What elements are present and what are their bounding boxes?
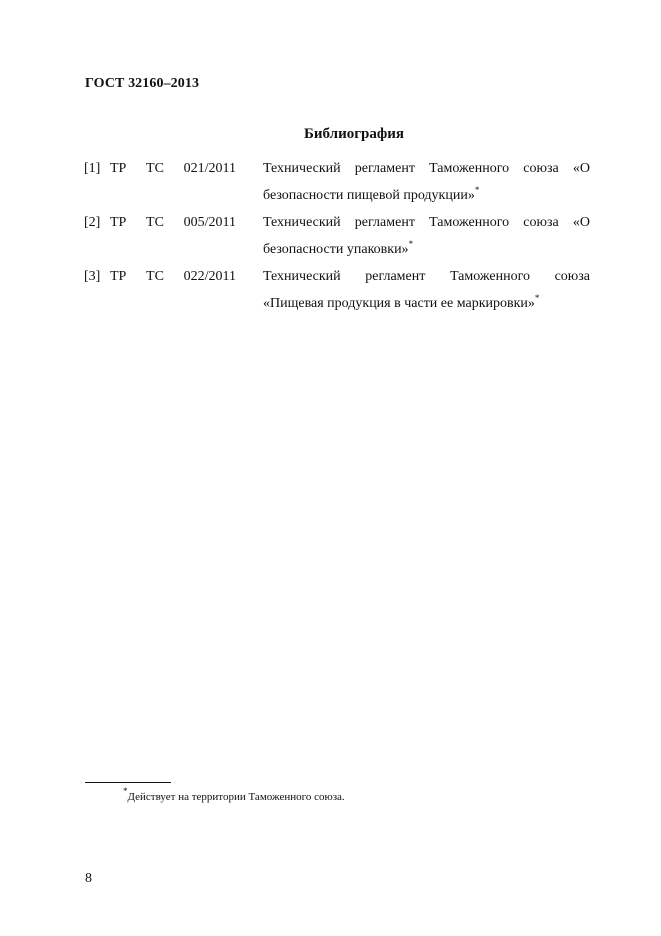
entry-description-line: Технический регламент Таможенного союза «О xyxy=(263,161,590,176)
entry-code-part: ТС xyxy=(146,215,164,230)
entry-code-part: 021/2011 xyxy=(183,161,236,176)
entry-description-line xyxy=(263,290,590,317)
bibliography-entry xyxy=(84,209,590,263)
entry-description-line xyxy=(263,236,590,263)
entry-description-text: безопасности упаковки» xyxy=(263,242,409,257)
entry-code-part: ТС xyxy=(146,161,164,176)
entry-code xyxy=(110,155,263,182)
page-number: 8 xyxy=(85,871,92,886)
footnote-marker: * xyxy=(123,786,128,796)
entry-code-part: 022/2011 xyxy=(183,269,236,284)
footnote xyxy=(123,786,345,803)
entry-code-part: ТР xyxy=(110,161,127,176)
entry-code-part: ТР xyxy=(110,215,127,230)
entry-description-text: «Пищевая продукция в части ее маркировки» xyxy=(263,296,535,311)
entry-number: [3] xyxy=(84,269,101,284)
footnote-marker: * xyxy=(408,239,414,249)
entry-description-line: Технический регламент Таможенного союза «О xyxy=(263,215,590,230)
section-title: Библиография xyxy=(303,126,405,142)
entry-description-line: Технический регламент Таможенного союза xyxy=(263,269,590,284)
entry-description-line xyxy=(263,182,590,209)
footnote-marker: * xyxy=(534,293,540,303)
footnote-text: Действует на территории Таможенного союза. xyxy=(127,791,345,803)
entry-code-part: ТР xyxy=(110,269,127,284)
entry-number: [1] xyxy=(84,161,101,176)
entry-code xyxy=(110,263,263,290)
footnote-divider xyxy=(85,782,171,783)
entry-description xyxy=(263,155,590,209)
entry-description xyxy=(263,209,590,263)
entry-number: [2] xyxy=(84,215,101,230)
entry-code xyxy=(110,209,263,236)
bibliography-list xyxy=(84,155,590,317)
bibliography-entry xyxy=(84,155,590,209)
entry-code-part: 005/2011 xyxy=(183,215,236,230)
entry-description-text: безопасности пищевой продукции» xyxy=(263,188,475,203)
document-header: ГОСТ 32160–2013 xyxy=(85,76,200,91)
entry-description xyxy=(263,263,590,317)
bibliography-entry xyxy=(84,263,590,317)
entry-code-part: ТС xyxy=(146,269,164,284)
footnote-marker: * xyxy=(474,185,480,195)
